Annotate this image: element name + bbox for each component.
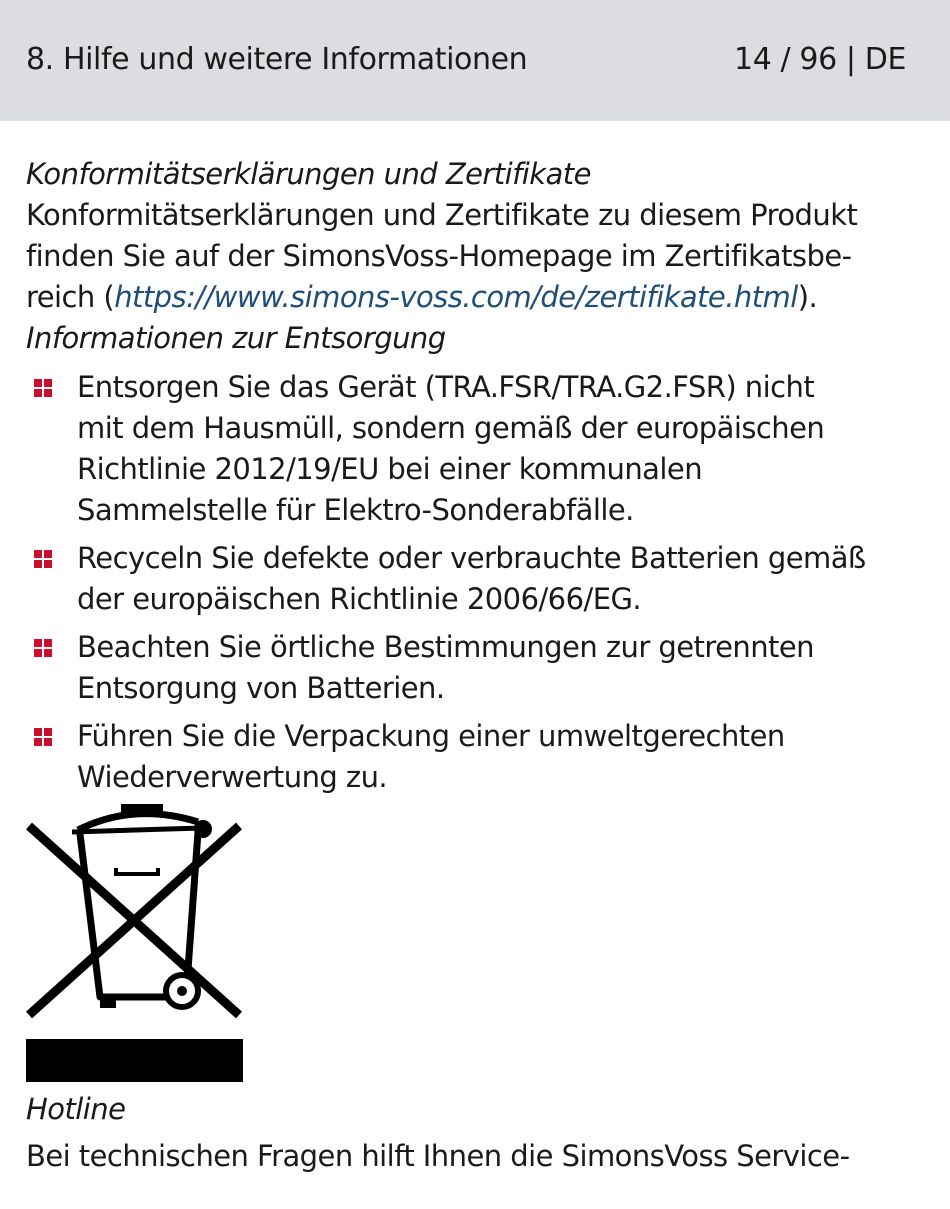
hotline-section bbox=[26, 1089, 850, 1177]
bullet-line: Richtlinie 2012/19/EU bei einer kommunalen bbox=[77, 452, 703, 486]
list-item bbox=[26, 538, 916, 620]
hotline-text: Bei technischen Fragen hilft Ihnen die SimonsVoss Service- bbox=[26, 1139, 850, 1173]
bullet-line: der europäischen Richtlinie 2006/66/EG. bbox=[77, 582, 642, 616]
conformity-paragraph bbox=[26, 195, 916, 318]
crossed-out-wheelie-bin-icon bbox=[26, 804, 244, 1082]
bullet-line: Wiederverwertung zu. bbox=[77, 760, 388, 794]
bullet-line: Führen Sie die Verpackung einer umweltgerechten bbox=[77, 719, 785, 753]
bullet-line: mit dem Hausmüll, sondern gemäß der europäischen bbox=[77, 411, 825, 445]
conformity-line-3-prefix: reich ( bbox=[26, 280, 115, 314]
page-header bbox=[0, 0, 950, 121]
bullet-line: Entsorgen Sie das Gerät (TRA.FSR/TRA.G2.FSR) nicht bbox=[77, 370, 815, 404]
list-item bbox=[26, 627, 916, 709]
list-item bbox=[26, 367, 916, 531]
conformity-line-3-suffix: ). bbox=[797, 280, 818, 314]
red-grid-square-icon bbox=[34, 728, 52, 746]
conformity-line-1: Konformitätserklärungen und Zertifikate zu diesem Produkt bbox=[26, 198, 858, 232]
disposal-list bbox=[26, 367, 916, 798]
conformity-line-2: finden Sie auf der SimonsVoss-Homepage im Zertifikatsbe- bbox=[26, 239, 852, 273]
conformity-line-3 bbox=[26, 277, 916, 318]
red-grid-square-icon bbox=[34, 639, 52, 657]
bullet-line: Entsorgung von Batterien. bbox=[77, 671, 445, 705]
red-grid-square-icon bbox=[34, 379, 52, 397]
bullet-line: Sammelstelle für Elektro-Sonderabfälle. bbox=[77, 493, 634, 527]
page-content bbox=[26, 154, 916, 805]
certificates-link[interactable]: https://www.simons-voss.com/de/zertifikate.html bbox=[114, 280, 798, 314]
bullet-line: Recyceln Sie defekte oder verbrauchte Batterien gemäß bbox=[77, 541, 866, 575]
bullet-line: Beachten Sie örtliche Bestimmungen zur getrennten bbox=[77, 630, 814, 664]
list-item bbox=[26, 716, 916, 798]
disposal-heading: Informationen zur Entsorgung bbox=[26, 321, 446, 355]
conformity-heading: Konformitätserklärungen und Zertifikate bbox=[26, 157, 591, 191]
red-grid-square-icon bbox=[34, 550, 52, 568]
page-number: 14 / 96 | DE bbox=[734, 42, 906, 77]
hotline-heading: Hotline bbox=[26, 1092, 126, 1126]
section-title: 8. Hilfe und weitere Informationen bbox=[26, 42, 528, 77]
